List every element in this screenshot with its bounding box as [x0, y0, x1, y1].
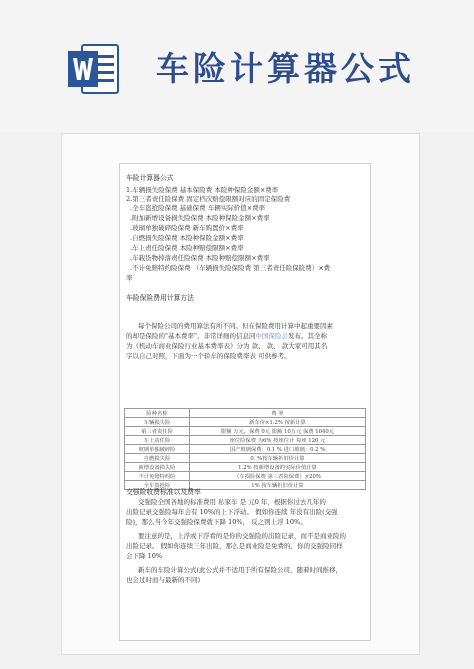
paragraph-text: 的却是保险的"基本费率"，非常详细的信息同中国保险会发布。其全称 — [126, 332, 327, 340]
table-cell-rate: 0. %按车辆折旧价计算 — [190, 454, 366, 463]
premium-rate-table — [124, 408, 366, 490]
paragraph-line: 交强险全国各地的标准费用 私家车 是 元0 年，根据你过去几年的 — [138, 498, 326, 506]
document-page — [119, 163, 371, 641]
formula-line: .车载货物掉落责任险保费 本险种赔偿限额×费率 — [130, 254, 270, 262]
table-cell-coverage: 不计免赔特约险 — [125, 472, 190, 481]
table-row — [125, 436, 366, 445]
table-cell-coverage: 车上责任险 — [125, 436, 190, 445]
formula-line: 1.车辆损失险保费 基本保险费 本险种保险金额×费率 — [126, 186, 279, 194]
paragraph-line: 险)，那么当今年交强险保费就下降 10%， 反之则上浮 10%。 — [126, 518, 307, 526]
paragraph-line: 为《机动车商业保险行业基本费率表》分为 款、 款、 款大家可用其名 — [126, 342, 328, 350]
paragraph-line: 出险记录交强险每年会有 10%的上下浮动。 假如你连续 年没有出险(交强 — [126, 508, 338, 516]
formula-line: .全车盗抢险保费 基础保费 车辆实际价值×费率 — [130, 204, 266, 212]
paragraph-line: 新车的车险计算公式(此公式并不适用于所有保险公司，随着时间推移， — [138, 566, 343, 574]
document-title: 车险计算器公式 — [156, 49, 415, 88]
table-row — [125, 463, 366, 472]
table-cell-coverage: 自燃损失险 — [125, 454, 190, 463]
table-cell-coverage: 车辆损失险 — [125, 418, 190, 427]
formula-line: .不计免赔特约险保费 （车辆损失险保险费 第三者责任险保险费）×费 — [130, 264, 331, 272]
organization-link[interactable]: 中国保险会 — [255, 332, 288, 340]
word-document-icon — [66, 41, 122, 97]
table-row — [125, 472, 366, 481]
formula-line: .自燃损失险保费 本险种保险金额×费率 — [130, 234, 244, 242]
table-cell-rate: 1.2% 按新增设备的实际价值计算 — [190, 463, 366, 472]
table-row — [125, 427, 366, 436]
formula-line: .附加新增设备损失险保费 本险种保险金额×费率 — [130, 214, 270, 222]
section-heading: 交强险收费标准以及费率 — [126, 488, 201, 496]
formula-line: .玻璃单独破碎险保费 新车购置价×费率 — [130, 224, 244, 232]
table-cell-rate: 限额 万元。保费 0元 限额 10万元 保费 1040元 — [190, 427, 366, 436]
section-heading: 车险保险费用计算方法 — [126, 294, 194, 302]
table-cell-rate: 座位险保费 为6% 按座位计 每座 120 元 — [190, 436, 366, 445]
table-cell-coverage: 全车盗抢险 — [125, 481, 190, 490]
table-row — [125, 409, 366, 418]
table-cell-coverage: 新增设备损失险 — [125, 463, 190, 472]
table-row — [125, 418, 366, 427]
paragraph-line — [126, 332, 327, 340]
table-cell-rate: 费 率 — [190, 409, 366, 418]
paragraph-line: 会下降 10% — [126, 552, 163, 560]
formula-line: .车上责任险保费 本险种赔偿限额×费率 — [130, 244, 244, 252]
table-cell-rate: 1% 按车辆折旧价计算 — [190, 481, 366, 490]
header-banner — [0, 0, 474, 132]
table-row — [125, 445, 366, 454]
table-cell-rate: 新车价×1.2% 按新计算 — [190, 418, 366, 427]
paragraph-line: 要注意的是，上浮或下浮看的是你的交强险的出险记录，而不是商业险的 — [138, 532, 346, 540]
table-row — [125, 454, 366, 463]
table-cell-rate: （车损险保费 第三者险保费）×20% — [190, 472, 366, 481]
table-cell-coverage: 第三者责任险 — [125, 427, 190, 436]
paragraph-line: 出险记录。 假如你连续三年出险，那么是商业险是免费的，你的交强险同样 — [126, 542, 343, 550]
table-cell-coverage: 险种名称 — [125, 409, 190, 418]
table-cell-rate: 国产玻璃保费：0.1 % 进口玻璃：0.2 % — [190, 445, 366, 454]
paragraph-line: 每个保险公司的费用算法有所不同。但在保险费用计算中起重要因素 — [138, 322, 333, 330]
paragraph-line: 也会过时而与最新的不同) — [126, 576, 201, 584]
formula-line: 率 — [126, 274, 133, 282]
doc-heading: 车险计算器公式 — [126, 174, 174, 182]
table-cell-coverage: 玻璃单独破碎险 — [125, 445, 190, 454]
paragraph-line: 字以自己对照，下面为一个轿车的保险费率表 可供参考。 — [126, 352, 291, 360]
formula-line: 2.第三者责任险保费 固定档次赔偿限额对应的固定保险费 — [126, 195, 291, 203]
